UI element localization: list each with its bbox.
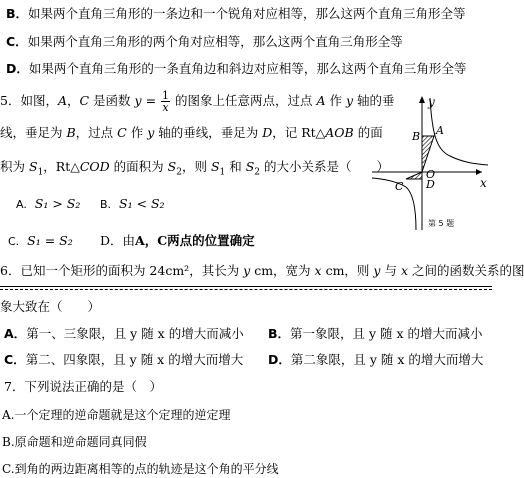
q7-stem: 7．下列说法正确的是（ ） [4, 379, 162, 394]
var-s: S [210, 159, 220, 174]
text: ， [66, 93, 80, 108]
q5-line-2 [0, 124, 383, 142]
option-text: 如果两个直角三角形的两个角对应相等，那么这两个直角三角形全等 [27, 34, 403, 49]
point-d-label: D [426, 178, 435, 191]
point-a-label: A [316, 93, 326, 108]
var-x: x [314, 263, 322, 278]
triangle-cod: COD [79, 159, 110, 174]
text: 6．已知一个矩形的面积为 24cm²，其长为 [0, 263, 244, 278]
var-y: y [373, 263, 381, 278]
x-axis-arrow [476, 169, 482, 175]
divider [0, 286, 492, 287]
y-axis-label: y [428, 95, 435, 109]
q5-option-c [8, 232, 73, 251]
point-c-label: C [395, 180, 404, 193]
q4-option-d [6, 60, 466, 78]
var-x: x [400, 263, 408, 278]
text: 之间的函数关系的图 [408, 263, 524, 278]
option-text: 如果两个直角三角形的一条直角边和斜边对应相等，那么这两个直角三角形全等 [28, 61, 467, 76]
hyperbola-branch-q3 [372, 178, 416, 230]
option-text: S₁ < S₂ [119, 196, 165, 211]
option-letter: B． [268, 326, 291, 341]
text: ，过点 [75, 125, 118, 140]
function-lhs: y = [134, 93, 161, 108]
q6-line-1 [0, 262, 524, 280]
option-letter: A. [16, 198, 27, 211]
option-text: 如果两个直角三角形的一条边和一个锐角对应相等，那么这两个直角三角形全等 [28, 6, 466, 21]
q6-line-2: 象大致在（ ） [0, 299, 101, 314]
q6-option-c [4, 351, 243, 369]
text: 和 [225, 159, 246, 174]
q5-graph [370, 92, 492, 234]
option-letter: D． [268, 352, 291, 367]
q4-option-c [6, 33, 403, 51]
q7-option-a: A.一个定理的逆命题就是这个定理的逆定理 [2, 408, 231, 422]
text: 的图象上任意两点，过点 [171, 93, 317, 108]
q6-option-b [268, 325, 483, 343]
var-s: S [167, 159, 177, 174]
text: 线，垂足为 [0, 125, 67, 140]
option-text: S₁ = S₂ [27, 233, 73, 248]
point-d-label: D [262, 125, 273, 140]
var-s: S [245, 159, 255, 174]
q5-option-a [16, 195, 80, 214]
text: 是函数 [89, 93, 135, 108]
divider-dashed [0, 289, 492, 290]
text: 轴的垂线，垂足为 [154, 125, 263, 140]
option-letter: D． [6, 61, 29, 76]
q7-option-c: C.到角的两边距离相等的点的轨迹是这个角的平分线 [2, 462, 279, 476]
triangle-aob: AOB [325, 125, 354, 140]
option-letter: C． [4, 352, 26, 367]
option-text: A，C两点的位置确定 [135, 233, 255, 248]
option-letter: D．由 [100, 233, 136, 248]
text: 作 [325, 93, 346, 108]
point-b-label: B [66, 125, 76, 140]
point-c-label: C [79, 93, 90, 108]
text: 积为 [0, 159, 29, 174]
point-a-label: A [436, 124, 444, 137]
figure-caption: 第 5 题 [428, 219, 455, 228]
text: 轴的垂 [353, 93, 395, 108]
fraction-numerator: 1 [162, 89, 170, 102]
text: 的面积为 [109, 159, 168, 174]
q5-option-b [100, 195, 165, 214]
text: cm，宽为 [250, 263, 315, 278]
triangle-aob-shape [422, 136, 434, 172]
fraction [161, 90, 170, 113]
subscript: 1 [37, 167, 44, 178]
text: 的面 [353, 125, 383, 140]
y-axis-arrow [419, 96, 425, 103]
subscript: 2 [176, 167, 182, 178]
text: 与 [380, 263, 401, 278]
point-c-label: C [117, 125, 127, 140]
text: 5．如图， [0, 93, 58, 108]
origin-label: O [426, 168, 436, 181]
q6-option-d [268, 351, 483, 369]
point-a-label: A [57, 93, 67, 108]
option-letter: B． [6, 6, 29, 21]
fraction-denominator: x [162, 101, 169, 114]
q5-option-d [100, 232, 255, 250]
text: ，记 Rt△ [272, 125, 326, 140]
text: ，则 [181, 159, 211, 174]
q7-option-b: B.原命题和逆命题同真同假 [2, 435, 147, 449]
option-text: 第一象限，且 y 随 x 的增大而减小 [290, 326, 483, 341]
triangle-cod-shape [406, 172, 422, 179]
var-y: y [147, 125, 155, 140]
text: 作 [126, 125, 148, 140]
text: cm，则 [321, 263, 374, 278]
option-letter: C． [6, 34, 28, 49]
var-y: y [243, 263, 251, 278]
option-text: S₁ > S₂ [34, 196, 81, 211]
option-letter: B. [100, 198, 112, 211]
point-b-label: B [412, 130, 421, 143]
q6-option-a [4, 325, 244, 343]
text: 的大小关系是（ ） [260, 159, 390, 174]
option-text: 第一、三象限，且 y 随 x 的增大而减小 [26, 326, 244, 341]
option-text: 第二、四象限，且 y 随 x 的增大而增大 [25, 352, 244, 367]
q4-option-b [6, 5, 466, 23]
subscript: 1 [219, 167, 226, 178]
var-y: y [345, 93, 354, 108]
var-s: S [28, 159, 38, 174]
x-axis-label: x [480, 176, 487, 190]
q5-figure [370, 92, 492, 234]
option-letter: C. [8, 235, 20, 248]
subscript: 2 [254, 167, 261, 178]
option-letter: A． [4, 326, 27, 341]
q5-line-1 [0, 90, 395, 113]
q5-line-3 [0, 158, 389, 182]
text: ，Rt△ [43, 159, 80, 174]
option-text: 第二象限，且 y 随 x 的增大而增大 [290, 352, 484, 367]
